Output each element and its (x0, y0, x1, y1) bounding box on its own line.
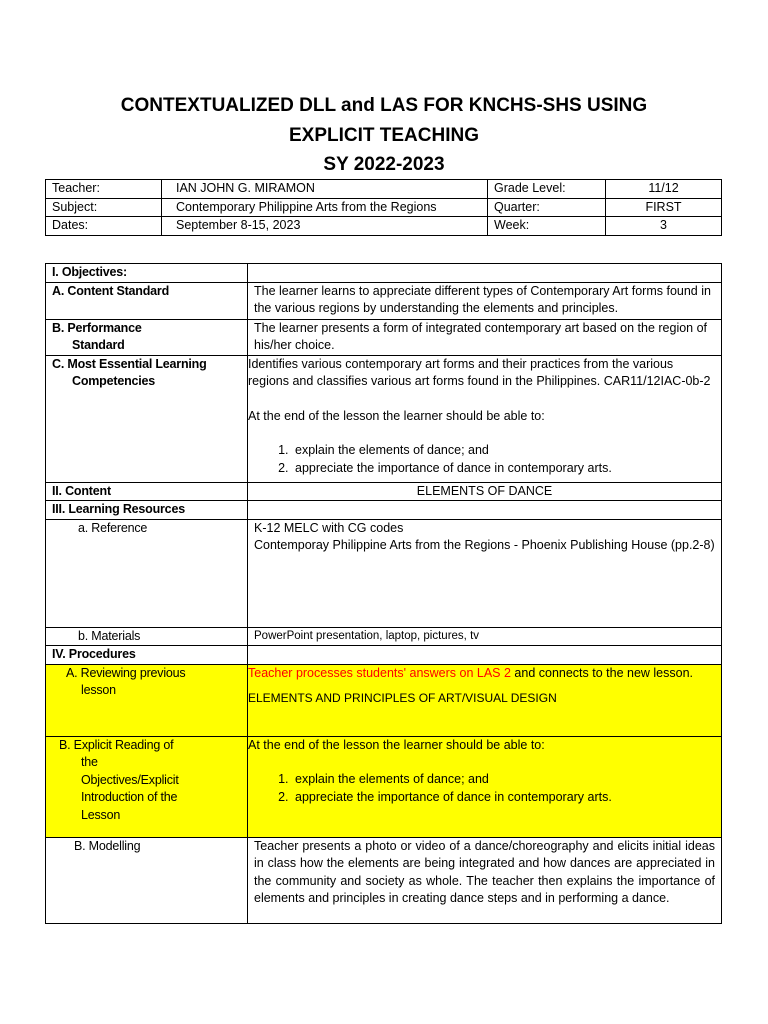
melc-label-line-2: Competencies (72, 374, 156, 388)
subject-value: Contemporary Philippine Arts from the Regions (162, 198, 488, 217)
content-row (46, 482, 722, 501)
info-row-teacher (46, 180, 722, 199)
dates-value: September 8-15, 2023 (162, 217, 488, 236)
reference-line-2: Contemporay Philippine Arts from the Regions - Phoenix Publishing House (pp.2-8) (254, 538, 715, 552)
explicit-reading-row (46, 736, 722, 837)
reviewing-topic: ELEMENTS AND PRINCIPLES OF ART/VISUAL DESIGN (248, 691, 557, 705)
resources-row (46, 501, 722, 520)
performance-label-line-1: B. Performance (52, 320, 142, 335)
melc-label (46, 355, 248, 482)
reviewing-row (46, 664, 722, 736)
info-row-subject (46, 198, 722, 217)
info-table (45, 179, 722, 236)
teacher-label: Teacher: (46, 180, 162, 199)
reviewing-rest-text: and connects to the new lesson. (510, 665, 694, 680)
performance-standard-text: The learner presents a form of integrated contemporary art based on the region of his/her choice. (248, 319, 722, 355)
doc-title-line-2: EXPLICIT TEACHING (288, 125, 479, 146)
subject-label: Subject: (46, 198, 162, 217)
content-standard-label: A. Content Standard (46, 282, 248, 319)
explicit-label-line-1: B. Explicit Reading of (59, 737, 174, 752)
modelling-row (46, 837, 722, 923)
list-item: 2. appreciate the importance of dance in contemporary arts. (292, 460, 715, 478)
materials-value: PowerPoint presentation, laptop, pictures, tv (248, 627, 722, 646)
quarter-label: Quarter: (488, 198, 606, 217)
resources-label: III. Learning Resources (46, 501, 248, 520)
grade-level-value: 11/12 (606, 180, 722, 199)
objectives-blank (248, 264, 722, 283)
objectives-heading: I. Objectives: (46, 264, 248, 283)
objectives-row (46, 264, 722, 283)
teacher-value: IAN JOHN G. MIRAMON (162, 180, 488, 199)
doc-title-line-3: SY 2022-2023 (323, 154, 445, 175)
procedures-label: IV. Procedures (46, 646, 248, 665)
reference-label: a. Reference (46, 519, 248, 627)
melc-text: Identifies various contemporary art forms and their practices from the various regions and classifies various art forms found in the Philippines. CAR11/12IAC-0b-2 (248, 356, 711, 388)
explicit-label-line-3: Objectives/Explicit (81, 772, 179, 787)
reviewing-label-line-2: lesson (81, 683, 116, 697)
melc-intro: At the end of the lesson the learner should be able to: (248, 408, 545, 423)
explicit-intro: At the end of the lesson the learner should be able to: (248, 737, 545, 752)
explicit-label-line-2: the (81, 755, 98, 769)
materials-label: b. Materials (46, 627, 248, 646)
performance-standard-label (46, 319, 248, 355)
lesson-plan-table (45, 263, 722, 924)
explicit-list (248, 771, 715, 806)
content-standard-row (46, 282, 722, 319)
reviewing-red-text: Teacher processes students' answers on LAS 2 (248, 665, 511, 680)
week-value: 3 (606, 217, 722, 236)
week-label: Week: (488, 217, 606, 236)
list-item: 1. explain the elements of dance; and (292, 442, 715, 460)
content-label: II. Content (46, 482, 248, 501)
melc-label-line-1: C. Most Essential Learning (52, 356, 207, 371)
reference-cell (248, 519, 722, 627)
list-item: 1. explain the elements of dance; and (292, 771, 715, 789)
materials-row (46, 627, 722, 646)
reference-line-1: K-12 MELC with CG codes (254, 520, 404, 535)
quarter-value: FIRST (606, 198, 722, 217)
reviewing-cell (248, 664, 722, 736)
melc-list (248, 442, 715, 477)
explicit-reading-cell (248, 736, 722, 837)
performance-standard-row (46, 319, 722, 355)
list-item: 2. appreciate the importance of dance in contemporary arts. (292, 789, 715, 807)
modelling-label: B. Modelling (46, 837, 248, 923)
modelling-text: Teacher presents a photo or video of a dance/choreography and elicits initial ideas in class how the elements are being integrated and how dances are appreciated in the community and society as whole. The teacher then explains the importance of elements and principles in creating dance steps and in performing a dance. (248, 837, 722, 923)
doc-title-line-1: CONTEXTUALIZED DLL and LAS FOR KNCHS-SHS USING (120, 95, 648, 116)
melc-row (46, 355, 722, 482)
reviewing-label (46, 664, 248, 736)
content-standard-text: The learner learns to appreciate different types of Contemporary Art forms found in the various regions by understanding the elements and principles. (248, 282, 722, 319)
explicit-label-line-5: Lesson (81, 807, 121, 822)
procedures-row (46, 646, 722, 665)
explicit-reading-label (46, 736, 248, 837)
reviewing-label-line-1: A. Reviewing previous (66, 665, 186, 680)
melc-cell (248, 355, 722, 482)
resources-blank (248, 501, 722, 520)
dates-label: Dates: (46, 217, 162, 236)
info-row-dates (46, 217, 722, 236)
reference-row (46, 519, 722, 627)
reviewing-text (248, 665, 715, 683)
procedures-blank (248, 646, 722, 665)
content-value: ELEMENTS OF DANCE (248, 482, 722, 501)
performance-label-line-2: Standard (72, 338, 125, 352)
explicit-label-line-4: Introduction of the (81, 790, 178, 804)
grade-level-label: Grade Level: (488, 180, 606, 199)
